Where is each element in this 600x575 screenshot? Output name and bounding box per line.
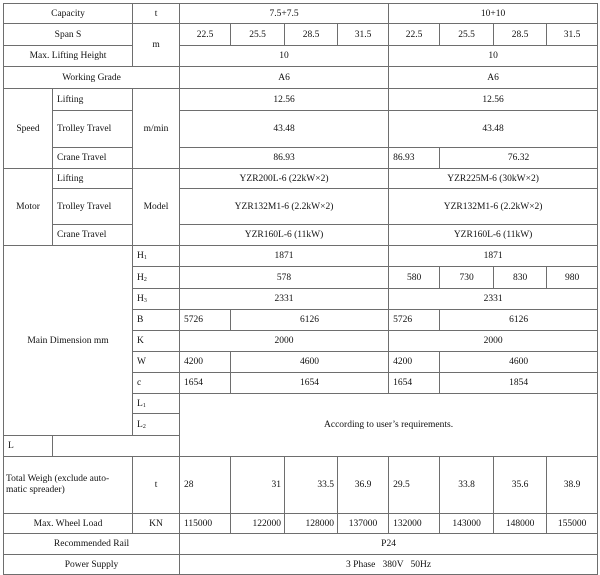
span-label: Span S [4,24,133,46]
capacity-value-1: 7.5+7.5 [180,4,389,24]
main-dimension-label: Main Dimension mm [4,246,133,436]
wheel-value: 132000 [389,514,440,534]
wheel-load-label: Max. Wheel Load [4,514,133,534]
motor-lifting-value-2: YZR225M-6 (30kW×2) [389,169,598,189]
row-speed-lifting [4,89,598,111]
wheel-value: 137000 [338,514,389,534]
weigh-value: 35.6 [494,457,547,514]
dim-h1-value-2: 1871 [389,246,598,267]
motor-crane-label: Crane Travel [53,225,133,246]
rail-value: P24 [180,534,598,555]
dim-c-value: 1654 [389,373,440,394]
speed-crane-value-1: 86.93 [180,148,389,169]
motor-crane-value-1: YZR160L-6 (11kW) [180,225,389,246]
row-speed-crane [4,148,598,169]
speed-trolley-value-2: 43.48 [389,111,598,148]
max-lift-label: Max. Lifting Height [4,46,133,67]
row-motor-lifting [4,169,598,189]
speed-crane-value-3: 76.32 [440,148,598,169]
weigh-value: 28 [180,457,231,514]
wheel-value: 128000 [285,514,338,534]
span-value: 28.5 [285,24,338,46]
dim-h3-value-1: 2331 [180,289,389,310]
motor-unit: Model [133,169,180,246]
dim-h2-value: 730 [440,267,494,289]
motor-lifting-label: Lifting [53,169,133,189]
dim-l2-label: $L_2$ [133,414,180,436]
dim-b-label: B [133,310,180,331]
dim-w-label: W [133,352,180,373]
dim-k-label: K [133,331,180,352]
dim-l1-label: $L_1$ [133,394,180,414]
row-motor-trolley [4,189,598,225]
dim-b-value: 5726 [180,310,231,331]
wheel-value: 148000 [494,514,547,534]
dim-w-value: 4600 [440,352,598,373]
dim-h2-value: 580 [389,267,440,289]
working-grade-label: Working Grade [4,67,180,89]
speed-trolley-label: Trolley Travel [53,111,133,148]
dim-l-note: According to user’s requirements. [180,394,598,457]
row-total-weigh [4,457,598,514]
row-speed-trolley [4,111,598,148]
dim-w-value: 4600 [231,352,389,373]
dim-h2-label: $H_2$ [133,267,180,289]
dim-h2-value: 830 [494,267,547,289]
speed-lifting-label: Lifting [53,89,133,111]
capacity-label: Capacity [4,4,133,24]
total-weigh-unit: t [133,457,180,514]
max-lift-value-1: 10 [180,46,389,67]
rail-label: Recommended Rail [4,534,180,555]
weigh-value: 31 [231,457,285,514]
dim-c-value: 1654 [180,373,231,394]
motor-trolley-value-2: YZR132M1-6 (2.2kW×2) [389,189,598,225]
row-motor-crane [4,225,598,246]
dim-w-value: 4200 [180,352,231,373]
span-value: 31.5 [338,24,389,46]
row-wheel-load [4,514,598,534]
motor-lifting-value-1: YZR200L-6 (22kW×2) [180,169,389,189]
span-value: 31.5 [547,24,598,46]
wheel-value: 143000 [440,514,494,534]
row-working-grade [4,67,598,89]
max-lift-value-2: 10 [389,46,598,67]
power-label: Power Supply [4,555,180,575]
span-value: 25.5 [231,24,285,46]
motor-trolley-label: Trolley Travel [53,189,133,225]
dim-h3-value-2: 2331 [389,289,598,310]
working-grade-value-1: A6 [180,67,389,89]
span-unit: m [133,24,180,67]
speed-lifting-value-1: 12.56 [180,89,389,111]
weigh-value: 38.9 [547,457,598,514]
dim-b-value: 6126 [440,310,598,331]
spec-table [3,3,598,575]
weigh-value: 33.8 [440,457,494,514]
dim-c-label: c [133,373,180,394]
weigh-value: 29.5 [389,457,440,514]
row-span [4,24,598,46]
dim-h1-value-1: 1871 [180,246,389,267]
weigh-value: 36.9 [338,457,389,514]
row-rail [4,534,598,555]
row-power [4,555,598,575]
wheel-value: 155000 [547,514,598,534]
speed-lifting-value-2: 12.56 [389,89,598,111]
row-dim-h1 [4,246,598,267]
dim-h1-label: $H_1$ [133,246,180,267]
wheel-value: 122000 [231,514,285,534]
wheel-value: 115000 [180,514,231,534]
row-max-lift [4,46,598,67]
working-grade-value-2: A6 [389,67,598,89]
speed-trolley-value-1: 43.48 [180,111,389,148]
dim-w-value: 4200 [389,352,440,373]
dim-h2-value-1: 578 [180,267,389,289]
row-capacity [4,4,598,24]
wheel-load-unit: KN [133,514,180,534]
span-value: 28.5 [494,24,547,46]
power-value: 3 Phase 380V 50Hz [180,555,598,575]
motor-trolley-value-1: YZR132M1-6 (2.2kW×2) [180,189,389,225]
speed-unit: m/min [133,89,180,169]
dim-c-value: 1854 [440,373,598,394]
speed-label: Speed [4,89,53,169]
dim-h3-label: $H_3$ [133,289,180,310]
dim-h2-value: 980 [547,267,598,289]
weigh-value: 33.5 [285,457,338,514]
speed-crane-value-2: 86.93 [389,148,440,169]
dim-b-value: 5726 [389,310,440,331]
dim-c-value: 1654 [231,373,389,394]
total-weigh-label: Total Weigh (exclude auto-matic spreader) [4,457,133,514]
capacity-value-2: 10+10 [389,4,598,24]
motor-label: Motor [4,169,53,246]
dim-l-label: L [4,436,53,457]
capacity-unit: t [133,4,180,24]
dim-b-value: 6126 [231,310,389,331]
dim-k-value-2: 2000 [389,331,598,352]
span-value: 22.5 [180,24,231,46]
dim-k-value-1: 2000 [180,331,389,352]
span-value: 22.5 [389,24,440,46]
span-value: 25.5 [440,24,494,46]
motor-crane-value-2: YZR160L-6 (11kW) [389,225,598,246]
speed-crane-label: Crane Travel [53,148,133,169]
